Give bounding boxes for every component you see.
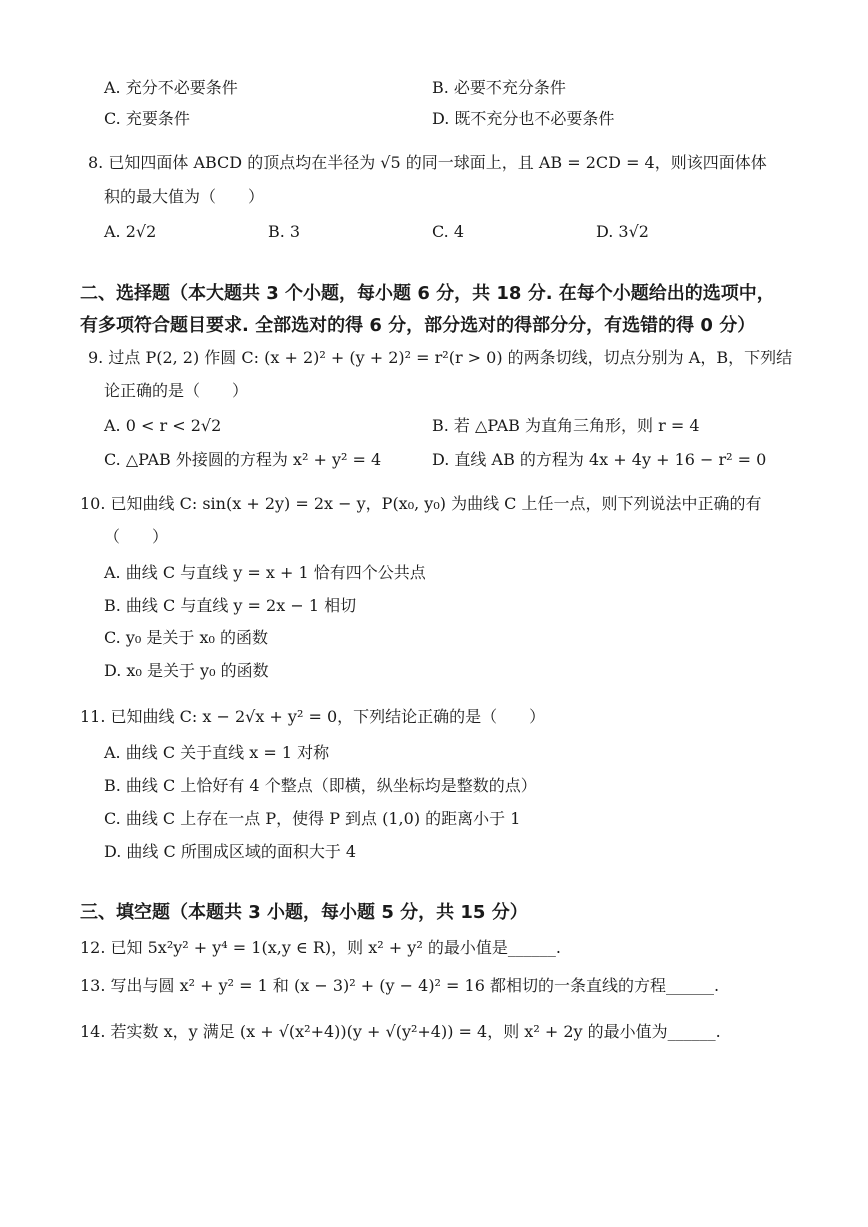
q9-option-a: A. 0 < r < 2√2 [104, 416, 222, 435]
q11-stem-line1: 11. 已知曲线 C: x − 2√x + y² = 0，下列结论正确的是（ ） [80, 707, 546, 726]
q9-stem-line1: 9. 过点 P(2, 2) 作圆 C: (x + 2)² + (y + 2)² = r²(r > 0) 的两条切线，切点分别为 A，B，下列结 [88, 348, 793, 367]
q11-option-b: B. 曲线 C 上恰好有 4 个整点（即横，纵坐标均是整数的点） [104, 776, 537, 795]
q7-option-a: A. 充分不必要条件 [104, 78, 238, 97]
section3-heading: 三、填空题（本题共 3 小题，每小题 5 分，共 15 分） [80, 902, 528, 923]
q11-option-d: D. 曲线 C 所围成区域的面积大于 4 [104, 842, 357, 861]
q11-option-c: C. 曲线 C 上存在一点 P，使得 P 到点 (1,0) 的距离小于 1 [104, 809, 521, 828]
q8-stem-line2: 积的最大值为（ ） [104, 187, 265, 206]
q7-option-d: D. 既不充分也不必要条件 [432, 109, 615, 128]
section2-heading-line2: 有多项符合题目要求. 全部选对的得 6 分，部分选对的得部分分，有选错的得 0 分） [80, 315, 756, 336]
q10-option-b: B. 曲线 C 与直线 y = 2x − 1 相切 [104, 596, 357, 615]
q9-stem-line2: 论正确的是（ ） [104, 381, 249, 400]
q8-option-a: A. 2√2 [104, 222, 157, 241]
q9-option-d: D. 直线 AB 的方程为 4x + 4y + 16 − r² = 0 [432, 450, 767, 469]
section2-heading-line1: 二、选择题（本大题共 3 个小题，每小题 6 分，共 18 分. 在每个小题给出的选项中， [80, 283, 775, 304]
q7-option-c: C. 充要条件 [104, 109, 190, 128]
q8-option-b: B. 3 [268, 222, 301, 241]
q9-option-b: B. 若 △PAB 为直角三角形，则 r = 4 [432, 416, 700, 435]
q10-stem-line2: （ ） [104, 527, 169, 546]
q10-option-d: D. x₀ 是关于 y₀ 的函数 [104, 661, 269, 680]
q8-option-c: C. 4 [432, 222, 465, 241]
q10-option-c: C. y₀ 是关于 x₀ 的函数 [104, 628, 268, 647]
q10-stem-line1: 10. 已知曲线 C: sin(x + 2y) = 2x − y，P(x₀, y₀) 为曲线 C 上任一点，则下列说法中正确的有 [80, 494, 762, 513]
q7-option-b: B. 必要不充分条件 [432, 78, 566, 97]
q13-stem: 13. 写出与圆 x² + y² = 1 和 (x − 3)² + (y − 4)² = 16 都相切的一条直线的方程______. [80, 976, 720, 995]
q9-option-c: C. △PAB 外接圆的方程为 x² + y² = 4 [104, 450, 382, 469]
q12-stem: 12. 已知 5x²y² + y⁴ = 1(x,y ∈ R)，则 x² + y² 的最小值是______. [80, 938, 561, 957]
q11-option-a: A. 曲线 C 关于直线 x = 1 对称 [104, 743, 330, 762]
q10-option-a: A. 曲线 C 与直线 y = x + 1 恰有四个公共点 [104, 563, 426, 582]
q8-stem-line1: 8. 已知四面体 ABCD 的顶点均在半径为 √5 的同一球面上，且 AB = 2CD = 4，则该四面体体 [88, 153, 767, 172]
q8-option-d: D. 3√2 [596, 222, 649, 241]
q14-stem: 14. 若实数 x，y 满足 (x + √(x²+4))(y + √(y²+4)) = 4，则 x² + 2y 的最小值为______. [80, 1022, 721, 1041]
